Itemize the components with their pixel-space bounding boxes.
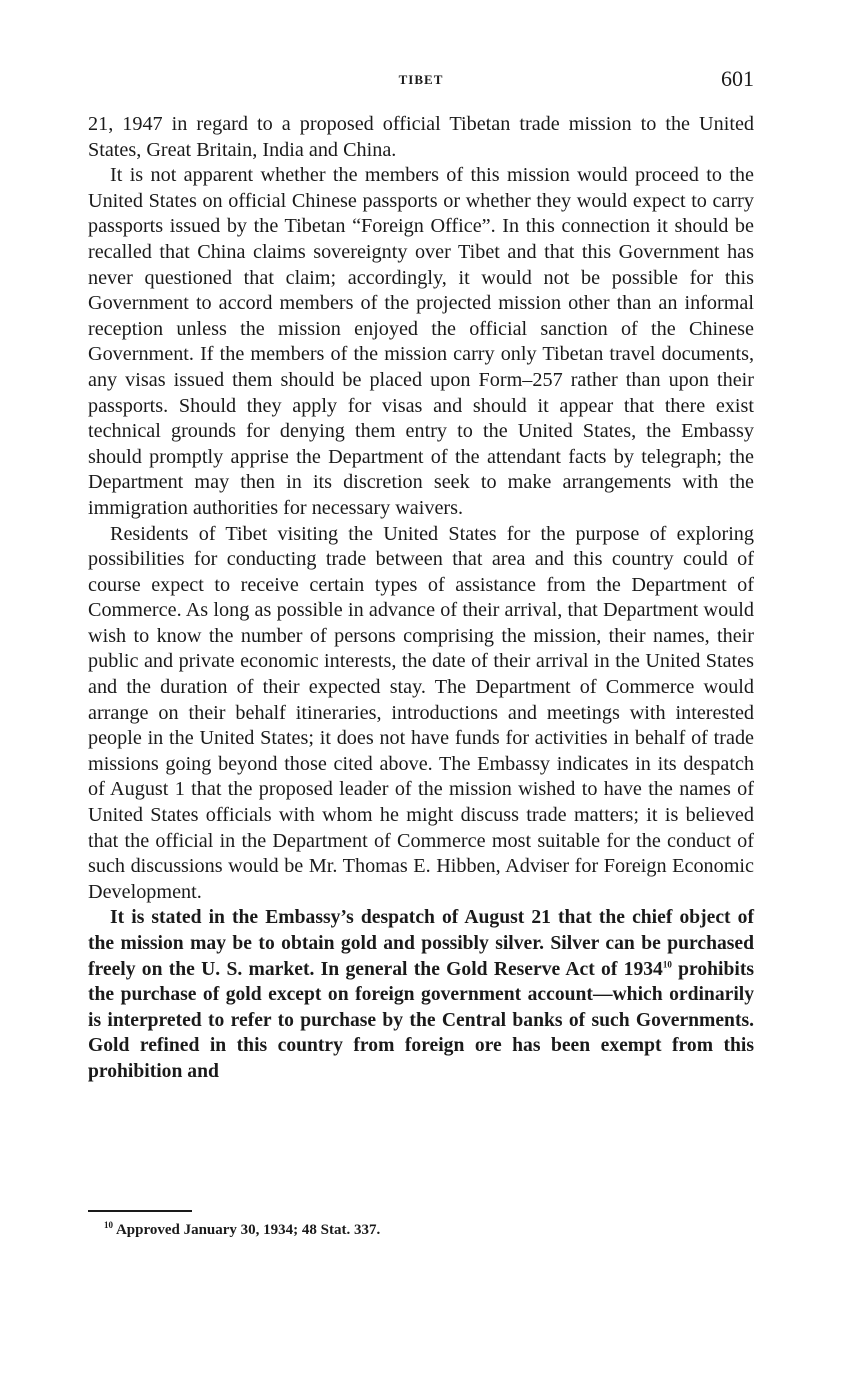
paragraph-gold-after: prohibits the purchase of gold except on foreign government account—which ordinarily is interpreted to refer to purchase by the Central banks of such Governments. Gold refined in this country from foreign ore has been exempt from this prohibition and bbox=[88, 958, 754, 1082]
body-text bbox=[88, 112, 754, 1085]
footnote-marker: 10 bbox=[104, 1220, 113, 1230]
footnote-text: Approved January 30, 1934; 48 Stat. 337. bbox=[115, 1222, 381, 1238]
header-title: TIBET bbox=[398, 72, 444, 87]
paragraph-gold-before: It is stated in the Embassy’s despatch of August 21 that the chief object of the mission may be to obtain gold and possibly silver. Silver can be purchased freely on the U. S. market. In general the Gold Reserve Act of 1934 bbox=[88, 907, 754, 980]
footnote-divider bbox=[88, 1210, 192, 1212]
paragraph-continuation: 21, 1947 in regard to a proposed official Tibetan trade mission to the United States, Great Britain, India and China. bbox=[88, 113, 754, 161]
paragraph-commerce: Residents of Tibet visiting the United States for the purpose of exploring possibilities for conducting trade between that area and this country could of course expect to receive certain types of assistance from the Department of Commerce. As long as possible in advance of their arrival, that Department would wish to know the number of persons comprising the mission, their names, their public and private economic interests, the date of their arrival in the United States and the duration of their expected stay. The Department of Commerce would arrange on their behalf itineraries, introductions and meetings with interested people in the United States; it does not have funds for activities in behalf of trade missions going beyond those cited above. The Embassy indicates in its despatch of August 1 that the proposed leader of the mission wished to have the names of United States officials with whom he might discuss trade matters; it is believed that the official in the Department of Commerce most suitable for the conduct of such discussions would be Mr. Thomas E. Hibben, Adviser for Foreign Economic Development. bbox=[88, 522, 754, 903]
footnote-reference: 10 bbox=[662, 959, 672, 970]
running-header bbox=[88, 66, 754, 94]
paragraph-gold bbox=[88, 905, 754, 1084]
footnote bbox=[104, 1220, 744, 1240]
page-number: 601 bbox=[721, 66, 754, 91]
paragraph-passports: It is not apparent whether the members of this mission would proceed to the United States on official Chinese passports or whether they would expect to carry passports issued by the Tibetan “Foreign Office”. In this connection it should be recalled that China claims sovereignty over Tibet and that this Government has never questioned that claim; accordingly, it would not be possible for this Government to accord members of the projected mission other than an informal reception unless the mission enjoyed the official sanction of the Chinese Government. If the members of the mission carry only Tibetan travel documents, any visas issued them should be placed upon Form–257 rather than upon their passports. Should they apply for visas and should it appear that there exist technical grounds for denying them entry to the United States, the Embassy should promptly apprise the Department of the attendant facts by telegraph; the Department may then in its discretion seek to make arrangements with the immigration authorities for necessary waivers. bbox=[88, 164, 754, 519]
